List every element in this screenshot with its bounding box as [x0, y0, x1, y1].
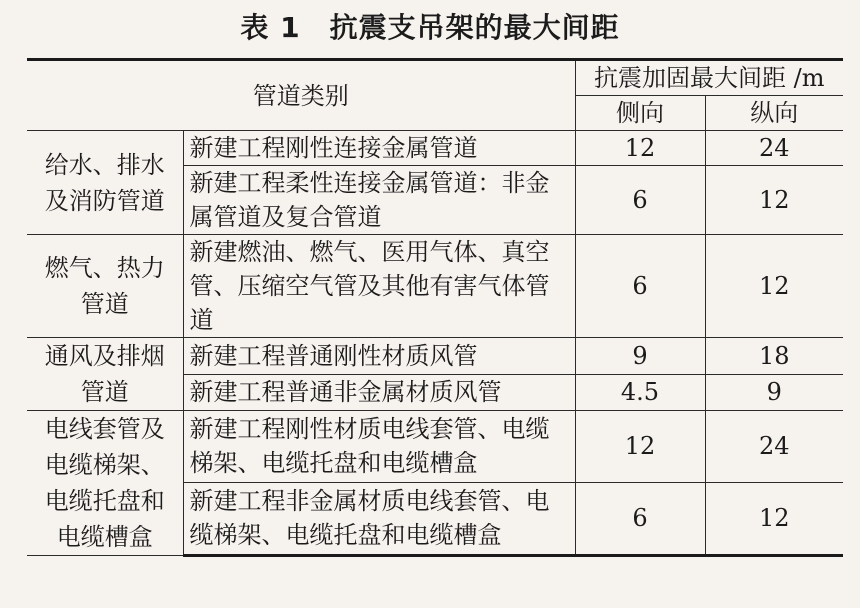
lateral-cell: 4.5: [575, 374, 705, 411]
description-cell: 新建工程普通非金属材质风管: [183, 374, 575, 411]
lateral-cell: 6: [575, 235, 705, 338]
description-cell: 新建工程非金属材质电线套管、电缆梯架、电缆托盘和电缆槽盒: [183, 482, 575, 555]
longitudinal-cell: 18: [705, 338, 843, 375]
category-cell: 通风及排烟管道: [27, 338, 183, 411]
longitudinal-cell: 9: [705, 374, 843, 411]
lateral-cell: 9: [575, 338, 705, 375]
spacing-table-wrapper: [27, 58, 843, 557]
description-cell: 新建工程刚性连接金属管道: [183, 131, 575, 166]
longitudinal-cell: 12: [705, 482, 843, 555]
longitudinal-header: 纵向: [705, 96, 843, 131]
category-cell: 电线套管及电缆梯架、电缆托盘和电缆槽盒: [27, 411, 183, 556]
longitudinal-cell: 12: [705, 166, 843, 235]
max-spacing-header: 抗震加固最大间距 /m: [575, 60, 843, 96]
pipe-category-header: 管道类别: [27, 60, 575, 131]
header-row-1: [27, 60, 843, 96]
lateral-cell: 12: [575, 131, 705, 166]
description-cell: 新建工程刚性材质电线套管、电缆梯架、电缆托盘和电缆槽盒: [183, 411, 575, 483]
lateral-cell: 12: [575, 411, 705, 483]
table-row: [27, 131, 843, 166]
lateral-header: 侧向: [575, 96, 705, 131]
table-row: [27, 338, 843, 375]
category-cell: 燃气、热力管道: [27, 235, 183, 338]
lateral-cell: 6: [575, 482, 705, 555]
longitudinal-cell: 24: [705, 411, 843, 483]
description-cell: 新建燃油、燃气、医用气体、真空管、压缩空气管及其他有害气体管道: [183, 235, 575, 338]
table-row: [27, 411, 843, 483]
table-row: [27, 235, 843, 338]
longitudinal-cell: 12: [705, 235, 843, 338]
table-title: 表 1 抗震支吊架的最大间距: [240, 11, 620, 44]
seismic-support-spacing-table: [27, 58, 843, 557]
description-cell: 新建工程普通刚性材质风管: [183, 338, 575, 375]
longitudinal-cell: 24: [705, 131, 843, 166]
lateral-cell: 6: [575, 166, 705, 235]
description-cell: 新建工程柔性连接金属管道：非金属管道及复合管道: [183, 166, 575, 235]
category-cell: 给水、排水及消防管道: [27, 131, 183, 235]
